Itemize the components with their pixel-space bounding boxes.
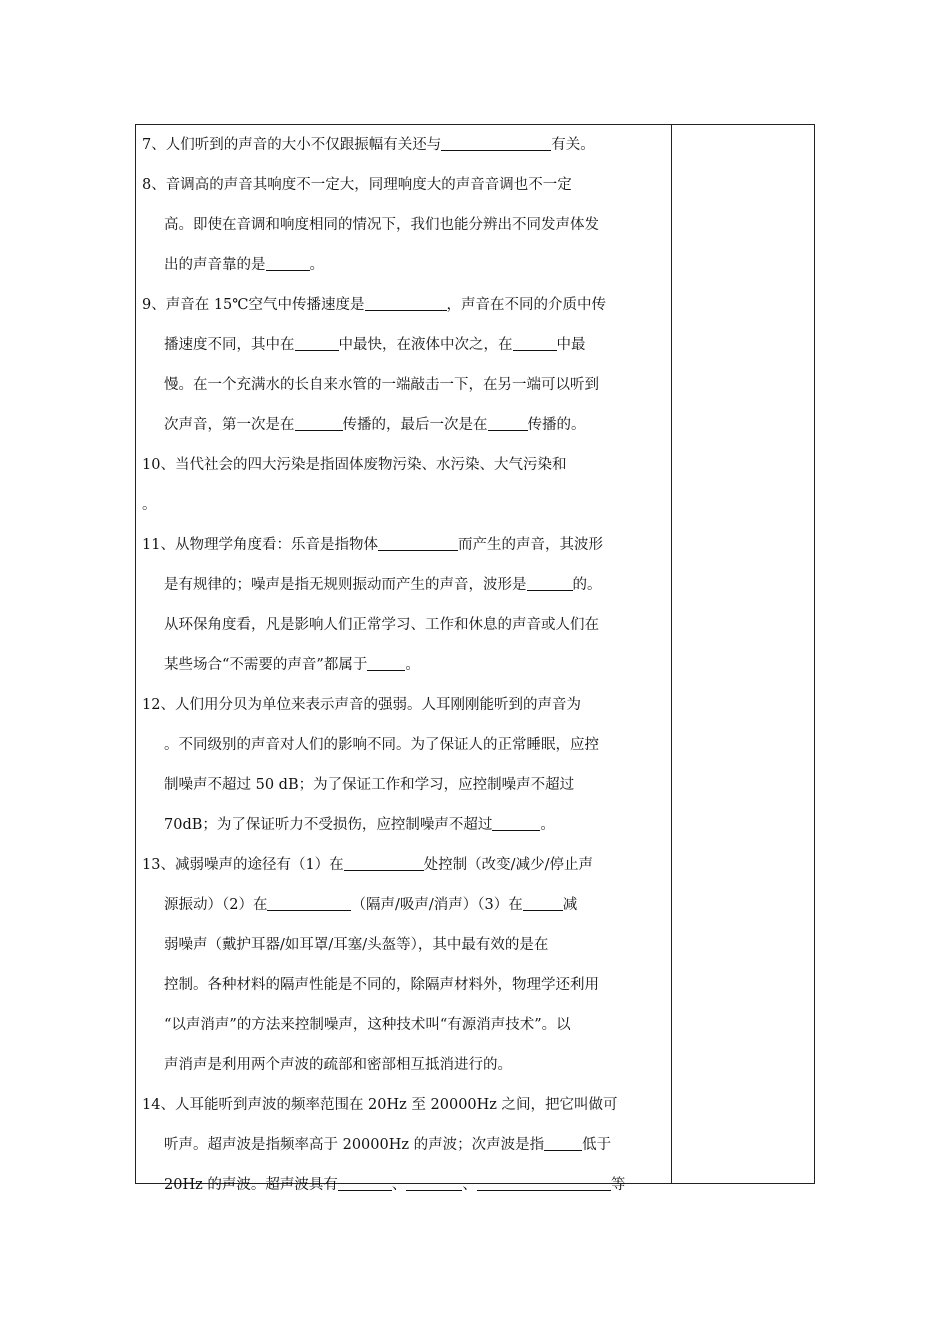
- q13-line-6: 声消声是利用两个声波的疏部和密部相互抵消进行的。: [164, 1057, 512, 1073]
- q11-line-1: 11、从物理学角度看：乐音是指物体 而产生的声音，其波形: [142, 537, 603, 553]
- q8-line-1: 8、音调高的声音其响度不一定大，同理响度大的声音音调也不一定: [142, 177, 572, 193]
- q10-line-1: 10、当代社会的四大污染是指固体废物污染、水污染、大气污染和: [142, 457, 567, 473]
- fill-blank[interactable]: [295, 415, 343, 431]
- fill-blank[interactable]: [344, 855, 424, 871]
- q13-line-3: 弱噪声（戴护耳器/如耳罩/耳塞/头盔等），其中最有效的是在: [164, 937, 549, 953]
- fill-blank[interactable]: [523, 895, 563, 911]
- fill-blank[interactable]: [527, 575, 573, 591]
- fill-blank[interactable]: [338, 1175, 392, 1191]
- q13-line-4: 控制。各种材料的隔声性能是不同的，除隔声材料外，物理学还利用: [164, 977, 599, 993]
- fill-blank[interactable]: [406, 1175, 462, 1191]
- q8-line-2: 高。即使在音调和响度相同的情况下，我们也能分辨出不同发声体发: [164, 217, 599, 233]
- q11-line-2: 是有规律的；噪声是指无规则振动而产生的声音，波形是 的。: [164, 577, 602, 593]
- q13-line-2: 源振动）（2）在 （隔声/吸声/消声）（3）在 减: [164, 897, 578, 913]
- column-divider: [671, 125, 672, 1183]
- fill-blank[interactable]: [267, 895, 351, 911]
- fill-blank[interactable]: [295, 335, 339, 351]
- fill-blank[interactable]: [378, 535, 458, 551]
- q8-line-3: 出的声音靠的是 。: [164, 257, 324, 273]
- q12-line-1: 12、人们用分贝为单位来表示声音的强弱。人耳刚刚能听到的声音为: [142, 697, 581, 713]
- q14-line-3: 20Hz 的声波。超声波具有 、 、 等: [164, 1177, 626, 1193]
- q9-line-4: 次声音，第一次是在 传播的，最后一次是在 传播的。: [164, 417, 586, 433]
- q12-line-2: 。不同级别的声音对人们的影响不同。为了保证人的正常睡眠，应控: [164, 737, 599, 753]
- fill-blank[interactable]: [365, 295, 447, 311]
- q10-line-2: 。: [142, 497, 157, 513]
- q9-line-3: 慢。在一个充满水的长自来水管的一端敲击一下，在另一端可以听到: [164, 377, 599, 393]
- fill-blank[interactable]: [544, 1135, 582, 1151]
- q13-line-5: “以声消声”的方法来控制噪声，这种技术叫“有源消声技术”。以: [164, 1017, 571, 1033]
- q12-line-3: 制噪声不超过 50 dB；为了保证工作和学习，应控制噪声不超过: [164, 777, 575, 793]
- fill-blank[interactable]: [441, 135, 551, 151]
- fill-blank[interactable]: [492, 815, 540, 831]
- fill-blank[interactable]: [488, 415, 528, 431]
- q14-line-1: 14、人耳能听到声波的频率范围在 20Hz 至 20000Hz 之间，把它叫做可: [142, 1097, 618, 1113]
- q9-line-2: 播速度不同，其中在 中最快，在液体中次之，在 中最: [164, 337, 586, 353]
- q12-line-4: 70dB；为了保证听力不受损伤，应控制噪声不超过 。: [164, 817, 555, 833]
- q7-line-1: 7、人们听到的声音的大小不仅跟振幅有关还与 有关。: [142, 137, 595, 153]
- question-column: [142, 125, 666, 1205]
- fill-blank[interactable]: [477, 1175, 611, 1191]
- q11-line-3: 从环保角度看，凡是影响人们正常学习、工作和休息的声音或人们在: [164, 617, 599, 633]
- q13-line-1: 13、减弱噪声的途径有（1）在 处控制（改变/减少/停止声: [142, 857, 593, 873]
- worksheet-table: [135, 124, 815, 1193]
- q14-line-2: 听声。超声波是指频率高于 20000Hz 的声波；次声波是指 低于: [164, 1137, 612, 1153]
- fill-blank[interactable]: [367, 655, 405, 671]
- q11-line-4: 某些场合“不需要的声音”都属于 。: [164, 657, 420, 673]
- fill-blank[interactable]: [513, 335, 557, 351]
- fill-blank[interactable]: [266, 255, 310, 271]
- q9-line-1: 9、声音在 15℃空气中传播速度是 ，声音在不同的介质中传: [142, 297, 607, 313]
